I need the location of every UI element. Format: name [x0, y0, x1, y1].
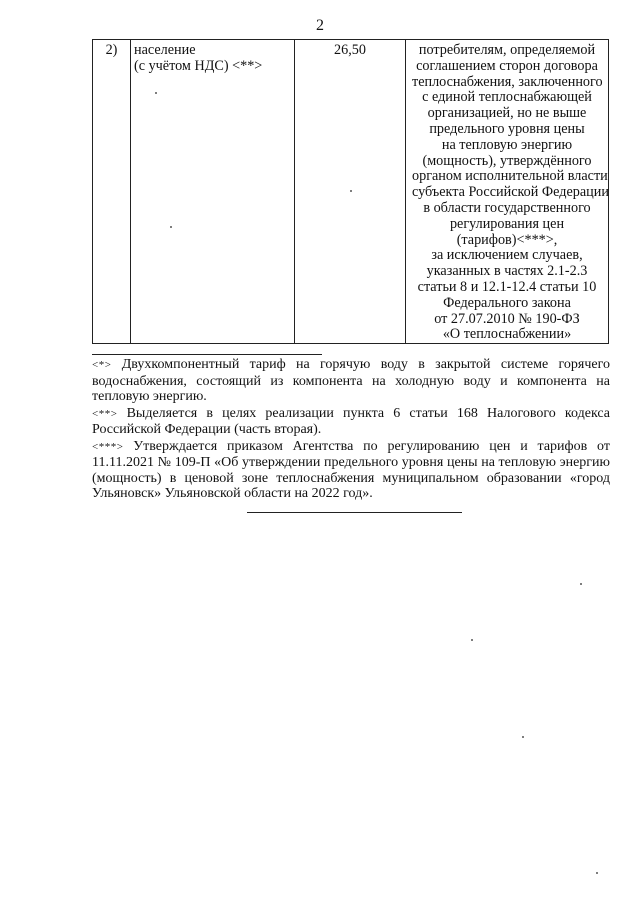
scan-speck: [596, 872, 598, 874]
scan-speck: [580, 583, 582, 585]
scan-speck: [155, 92, 157, 94]
note-cell: [406, 40, 609, 344]
note-line: теплоснабжения, заключенного: [412, 73, 603, 90]
note-line: статьи 8 и 12.1-12.4 статьи 10: [417, 278, 597, 295]
note-line: «О теплоснабжении»: [442, 326, 572, 343]
scan-speck: [471, 639, 473, 641]
note-line: Федерального закона: [443, 294, 571, 311]
note-line: субъекта Российской Федерации: [412, 184, 609, 201]
footnote: [92, 406, 610, 438]
footnote-marker: <*>: [92, 359, 112, 371]
note-line: предельного уровня цены: [429, 120, 585, 137]
note-line: за исключением случаев,: [431, 247, 583, 264]
scan-speck: [350, 190, 352, 192]
footnote-text: Двухкомпонентный тариф на горячую воду в закрытой системе горячего водоснабжения, состоящий из компонента на холодную воду и компонента на тепловую энергию.: [92, 357, 610, 404]
footnote-marker: <**>: [92, 407, 118, 420]
note-line: на тепловую энергию: [441, 136, 573, 153]
note-line: соглашением сторон договора: [416, 57, 598, 74]
note-line: органом исполнительной власти: [412, 168, 608, 185]
note-line: организацией, но не выше: [427, 105, 587, 122]
consumer-cell: [131, 40, 295, 344]
page-number: 2: [316, 17, 324, 34]
footnote: [92, 357, 610, 405]
footnote: [92, 439, 610, 502]
consumer-name: население: [134, 42, 196, 58]
footnotes: [92, 357, 610, 503]
footnote-divider: [92, 354, 322, 355]
footnote-text: Выделяется в целях реализации пункта 6 статьи 168 Налогового кодекса Российской Федерации (часть вторая).: [92, 405, 610, 437]
scan-speck: [170, 226, 172, 228]
note-line: (тарифов)<***>,: [456, 231, 558, 248]
note-line: регулирования цен: [449, 215, 565, 232]
consumer-qualifier: (с учётом НДС) <**>: [134, 57, 263, 74]
note-line: в области государственного: [423, 199, 591, 216]
scan-speck: [522, 736, 524, 738]
note-line: потребителям, определяемой: [418, 42, 596, 58]
tariff-value-cell: 26,50: [295, 40, 406, 344]
row-number-cell: 2): [93, 40, 131, 344]
note-line: указанных в частях 2.1-2.3: [426, 263, 588, 280]
end-divider: [247, 512, 462, 513]
footnote-marker: <***>: [92, 440, 124, 453]
footnote-text: Утверждается приказом Агентства по регулированию цен и тарифов от 11.11.2021 № 109-П «Об утверждении предельного уровня цены на тепловую энергию (мощность) в ценовой зоне теплоснабжения муниципальном образовании «город Ульяновск» Ульяновской области на 2022 год».: [92, 438, 610, 501]
note-line: от 27.07.2010 № 190-ФЗ: [434, 310, 580, 327]
note-line: с единой теплоснабжающей: [422, 89, 592, 106]
note-line: (мощность), утверждённого: [422, 152, 592, 169]
